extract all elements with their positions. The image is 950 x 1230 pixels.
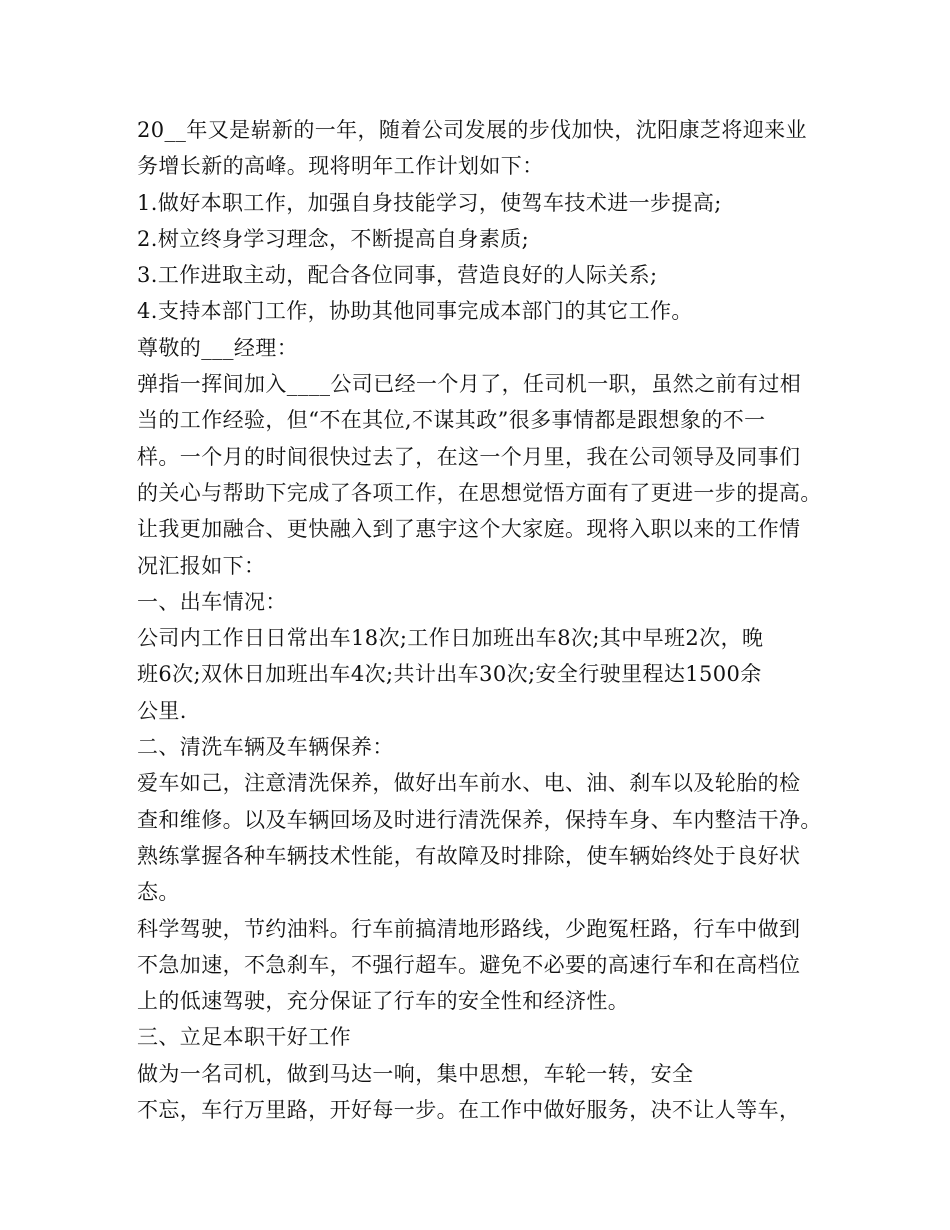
text-line-27: 做为一名司机，做到马达一响，集中思想，车轮一转，安全 (137, 1061, 694, 1086)
text-line-24: 不急加速，不急刹车，不强行超车。避免不必要的高速行车和在高档位 (137, 952, 801, 977)
text-line-16: 班6次;双休日加班出车4次;共计出车30次;安全行驶里程达1500余 (137, 662, 762, 687)
text-line-9: 当的工作经验，但“不在其位,不谋其政”很多事情都是跟想象的不一 (137, 408, 766, 433)
text-line-21: 熟练掌握各种车辆技术性能，有故障及时排除，使车辆始终处于良好状 (137, 843, 801, 868)
text-line-4: 2.树立终身学习理念，不断提高自身素质; (137, 226, 530, 251)
text-line-26: 三、立足本职干好工作 (137, 1025, 351, 1050)
text-line-3: 1.做好本职工作，加强自身技能学习，使驾车技术进一步提高; (137, 190, 722, 215)
text-line-15: 公司内工作日日常出车18次;工作日加班出车8次;其中早班2次，晚 (137, 626, 764, 651)
text-line-23: 科学驾驶，节约油料。行车前搞清地形路线，少跑冤枉路，行车中做到 (137, 916, 801, 941)
text-line-25: 上的低速驾驶，充分保证了行车的安全性和经济性。 (137, 989, 630, 1014)
text-line-18: 二、清洗车辆及车辆保养： (137, 735, 394, 760)
text-line-20: 查和维修。以及车辆回场及时进行清洗保养，保持车身、车内整洁干净。 (137, 807, 822, 832)
text-line-5: 3.工作进取主动，配合各位同事，营造良好的人际关系; (137, 263, 658, 288)
text-line-14: 一、出车情况： (137, 589, 287, 614)
text-line-22: 态。 (137, 880, 180, 905)
text-line-17: 公里. (137, 698, 187, 723)
text-line-10: 样。一个月的时间很快过去了，在这一个月里，我在公司领导及同事们 (137, 444, 801, 469)
text-line-28: 不忘，车行万里路，开好每一步。在工作中做好服务，决不让人等车， (137, 1098, 801, 1123)
text-line-12: 让我更加融合、更快融入到了惠宇这个大家庭。现将入职以来的工作情 (137, 517, 801, 542)
text-line-2: 务增长新的高峰。现将明年工作计划如下： (137, 154, 544, 179)
text-line-11: 的关心与帮助下完成了各项工作，在思想觉悟方面有了更进一步的提高。 (137, 480, 822, 505)
text-line-6: 4.支持本部门工作，协助其他同事完成本部门的其它工作。 (137, 299, 693, 324)
text-line-1: 20__年又是崭新的一年，随着公司发展的步伐加快，沈阳康芝将迎来业 (137, 118, 807, 142)
document-body (137, 112, 827, 1128)
text-line-7: 尊敬的___经理： (137, 335, 299, 360)
text-line-8: 弹指一挥间加入____公司已经一个月了，任司机一职，虽然之前有过相 (137, 372, 802, 397)
text-line-19: 爱车如己，注意清洗保养，做好出车前水、电、油、刹车以及轮胎的检 (137, 771, 801, 796)
text-line-13: 况汇报如下： (137, 553, 266, 578)
